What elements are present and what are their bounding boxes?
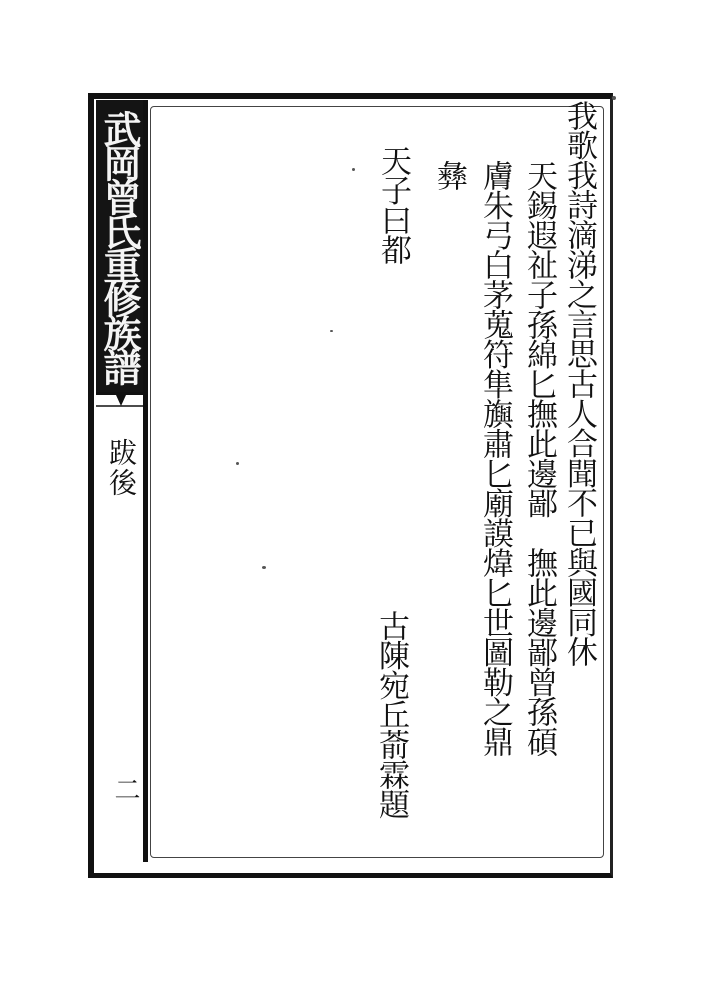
ink-speck: [612, 96, 616, 100]
spine-inner-rule: [143, 100, 148, 862]
text-column-2: 天錫遐祉子孫綿匕撫此邊鄙 撫此邊鄙曾孫碩: [521, 160, 557, 757]
ink-speck: [352, 168, 355, 171]
ink-speck: [330, 330, 333, 332]
text-column-5: 天子曰都: [375, 145, 411, 265]
text-column-4: 彝: [431, 160, 467, 190]
text-column-3: 膚朱弓白茅蒐符隼旟肅匕廟謨煒匕世圖勒之鼎: [477, 160, 513, 757]
fish-tail-mark-icon: [96, 392, 146, 408]
text-column-1: 我歌我詩滴涕之言思古人合聞不已與國同休: [561, 100, 597, 667]
book-title: 武岡曾氏重修族譜: [97, 110, 142, 382]
ink-speck: [236, 462, 239, 465]
signature-column: 古陳宛丘萮霖題: [373, 610, 409, 819]
spine-outer-rule: [88, 93, 94, 873]
ink-speck: [262, 566, 266, 569]
section-label: 跋後: [105, 438, 138, 498]
page-number: 二: [110, 776, 140, 802]
